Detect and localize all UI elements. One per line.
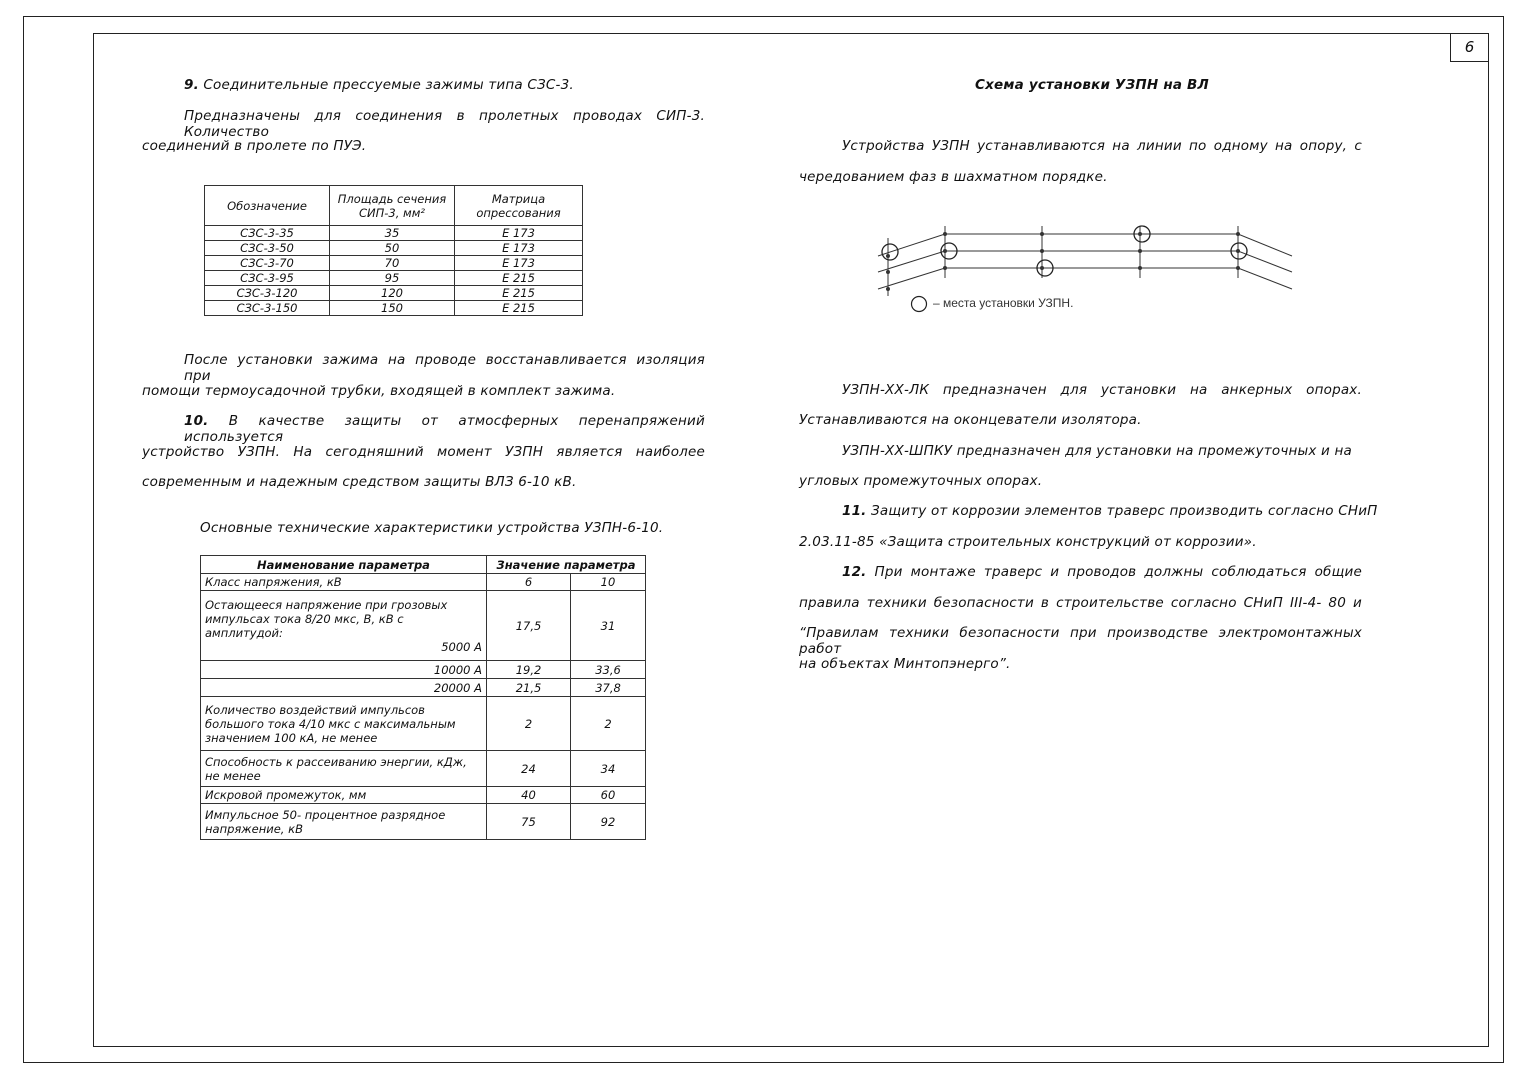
clamp-table-row <box>205 301 583 316</box>
char-value-6kv-cell: 75 <box>487 804 571 840</box>
char-param-text: 10000 А <box>433 662 482 677</box>
item12-line3: “Правилам техники безопасности при производстве электромонтажных работ <box>799 625 1362 657</box>
scheme-line2: чередованием фаз в шахматном порядке. <box>799 169 1108 185</box>
item12-line1 <box>842 564 1362 580</box>
shpku-line2: угловых промежуточных опорах. <box>799 473 1043 489</box>
char-param-text: Остающееся напряжение при грозовых импульсах тока 8/20 мкс, В, кВ с амплитудой: <box>205 597 448 640</box>
lk-line1: УЗПН-ХХ-ЛК предназначен для установки на анкерных опорах. <box>842 382 1362 398</box>
clamp-table-row <box>205 226 583 241</box>
item10-line1 <box>184 413 705 445</box>
char-value-10kv-cell: 37,8 <box>571 679 646 697</box>
char-param-cell <box>201 661 487 679</box>
char-value-10kv-cell: 33,6 <box>571 661 646 679</box>
char-param-text: 20000 А <box>433 680 482 695</box>
char-param-cell <box>201 697 487 751</box>
char-param-text: Искровой промежуток, мм <box>205 788 367 802</box>
char-value-6kv-cell: 2 <box>487 697 571 751</box>
char-value-10kv-cell: 10 <box>571 574 646 591</box>
clamp-matrix-cell: Е 215 <box>455 301 583 316</box>
item12-line1-text: При монтаже траверс и проводов должны соблюдаться общие <box>874 564 1362 580</box>
clamp-designation-cell: СЗС-3-35 <box>205 226 330 241</box>
clamp-matrix-cell: Е 215 <box>455 271 583 286</box>
characteristics-table <box>200 555 646 840</box>
clamp-matrix-cell: Е 173 <box>455 241 583 256</box>
char-value-10kv-cell: 31 <box>571 591 646 661</box>
char-param-subtext: 5000 А <box>441 639 482 654</box>
after-install-line2: помощи термоусадочной трубки, входящей в комплект зажима. <box>142 383 616 399</box>
after-install-line1: После установки зажима на проводе восстанавливается изоляция при <box>184 352 705 384</box>
clamp-area-cell: 50 <box>330 241 455 256</box>
item10-number: 10. <box>184 413 209 429</box>
clamp-area-cell: 120 <box>330 286 455 301</box>
clamp-table-row <box>205 286 583 301</box>
clamp-designation-cell: СЗС-3-120 <box>205 286 330 301</box>
char-table-row <box>201 574 646 591</box>
char-header-value: Значение параметра <box>487 556 646 574</box>
legend-circle-icon <box>912 297 927 312</box>
item9-desc-line2: соединений в пролете по ПУЭ. <box>142 138 367 154</box>
char-value-10kv-cell: 60 <box>571 787 646 804</box>
char-param-cell <box>201 787 487 804</box>
clamp-table-row <box>205 256 583 271</box>
clamp-header-designation: Обозначение <box>205 186 330 226</box>
clamp-area-cell: 35 <box>330 226 455 241</box>
item9-heading <box>184 77 574 93</box>
clamp-matrix-cell: Е 173 <box>455 256 583 271</box>
char-param-text: Класс напряжения, кВ <box>205 575 342 589</box>
clamp-designation-cell: СЗС-3-50 <box>205 241 330 256</box>
char-table-row <box>201 787 646 804</box>
char-param-text: Количество воздействий импульсов большого тока 4/10 мкс с максимальным значением 100 кА, не менее <box>205 702 456 745</box>
item11-line1-text: Защиту от коррозии элементов траверс производить согласно СНиП <box>871 503 1378 519</box>
char-table-row <box>201 661 646 679</box>
char-param-cell <box>201 574 487 591</box>
char-table-row <box>201 591 646 661</box>
clamp-table-row <box>205 241 583 256</box>
clamp-matrix-cell: Е 173 <box>455 226 583 241</box>
char-value-6kv-cell: 21,5 <box>487 679 571 697</box>
char-param-text: Способность к рассеиванию энергии, кДж, не менее <box>205 754 467 783</box>
item11-line1 <box>842 503 1378 519</box>
item12-line2: правила техники безопасности в строительстве согласно СНиП III-4- 80 и <box>799 595 1362 611</box>
clamp-table <box>204 185 583 316</box>
item11-number: 11. <box>842 503 867 519</box>
clamp-header-matrix: Матрица опрессования <box>455 186 583 226</box>
shpku-line1: УЗПН-ХХ-ШПКУ предназначен для установки на промежуточных и на <box>842 443 1353 459</box>
clamp-matrix-cell: Е 215 <box>455 286 583 301</box>
char-header-param: Наименование параметра <box>201 556 487 574</box>
char-param-cell <box>201 591 487 661</box>
page-number: 6 <box>1450 33 1488 62</box>
item10-line2: устройство УЗПН. На сегодняшний момент УЗПН является наиболее <box>142 444 705 460</box>
item10-line3: современным и надежным средством защиты ВЛЗ 6-10 кВ. <box>142 474 577 490</box>
item9-number: 9. <box>184 77 199 93</box>
char-value-6kv-cell: 6 <box>487 574 571 591</box>
char-value-6kv-cell: 17,5 <box>487 591 571 661</box>
char-value-6kv-cell: 19,2 <box>487 661 571 679</box>
char-value-10kv-cell: 2 <box>571 697 646 751</box>
clamp-header-area: Площадь сечения СИП-3, мм² <box>330 186 455 226</box>
lk-line2: Устанавливаются на оконцеватели изолятора. <box>799 412 1142 428</box>
char-table-row <box>201 804 646 840</box>
char-param-cell <box>201 679 487 697</box>
clamp-designation-cell: СЗС-3-70 <box>205 256 330 271</box>
char-value-6kv-cell: 40 <box>487 787 571 804</box>
scheme-title: Схема установки УЗПН на ВЛ <box>975 77 1209 93</box>
item12-number: 12. <box>842 564 867 580</box>
scheme-legend: – места установки УЗПН. <box>933 296 1074 310</box>
clamp-table-row <box>205 271 583 286</box>
char-param-cell <box>201 751 487 787</box>
char-table-row <box>201 751 646 787</box>
clamp-designation-cell: СЗС-3-95 <box>205 271 330 286</box>
char-param-cell <box>201 804 487 840</box>
clamp-area-cell: 70 <box>330 256 455 271</box>
char-value-6kv-cell: 24 <box>487 751 571 787</box>
clamp-area-cell: 150 <box>330 301 455 316</box>
char-value-10kv-cell: 34 <box>571 751 646 787</box>
characteristics-title: Основные технические характеристики устройства УЗПН-6-10. <box>200 520 664 536</box>
clamp-area-cell: 95 <box>330 271 455 286</box>
char-param-text: Импульсное 50- процентное разрядное напряжение, кВ <box>205 807 446 836</box>
item10-line1-text: В качестве защиты от атмосферных перенапряжений используется <box>184 413 705 445</box>
item11-line2: 2.03.11-85 «Защита строительных конструкций от коррозии». <box>799 534 1257 550</box>
char-value-10kv-cell: 92 <box>571 804 646 840</box>
item9-title: Соединительные прессуемые зажимы типа СЗС-3. <box>203 77 574 93</box>
char-table-row <box>201 697 646 751</box>
scheme-line1: Устройства УЗПН устанавливаются на линии по одному на опору, с <box>842 138 1362 154</box>
clamp-designation-cell: СЗС-3-150 <box>205 301 330 316</box>
item9-desc-line1: Предназначены для соединения в пролетных проводах СИП-3. Количество <box>184 108 705 140</box>
char-table-row <box>201 679 646 697</box>
item12-line4: на объектах Минтопэнерго”. <box>799 656 1011 672</box>
